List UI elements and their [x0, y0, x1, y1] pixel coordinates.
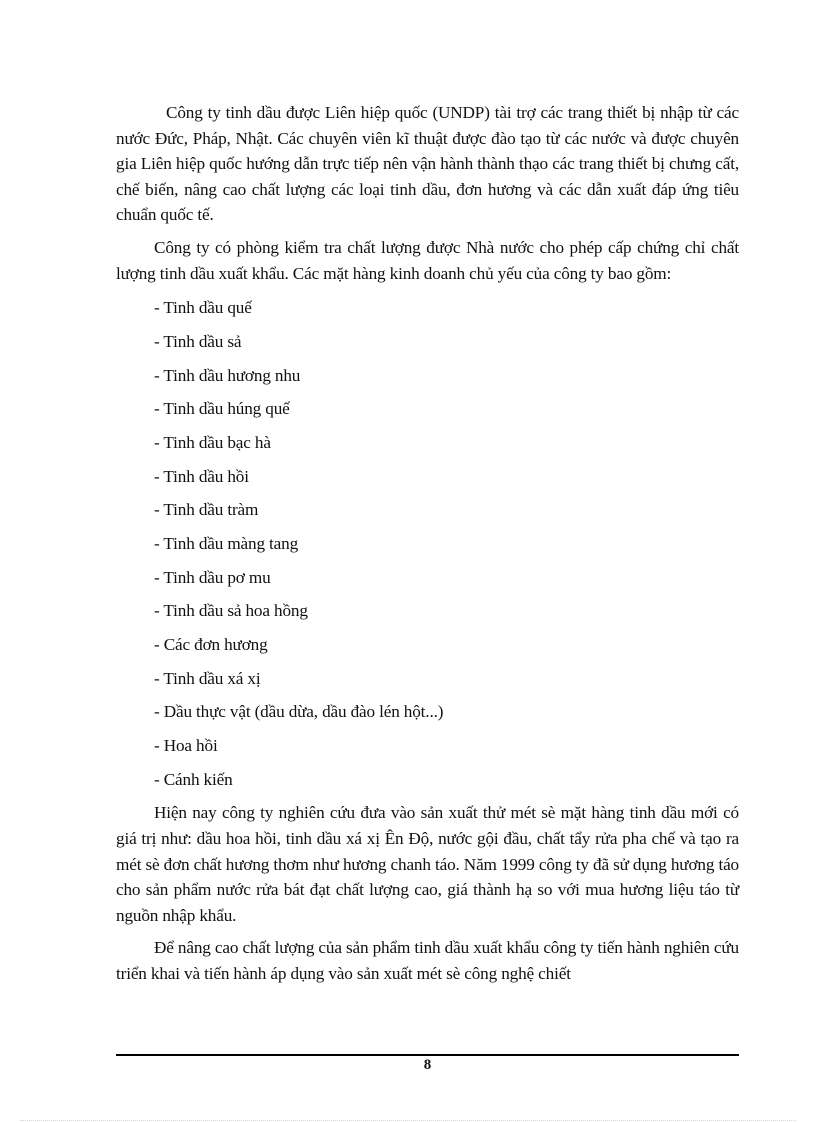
list-item: - Dầu thực vật (dầu dừa, dầu đào lén hột...) — [154, 702, 444, 722]
list-item: - Tinh dầu màng tang — [154, 533, 299, 553]
list-item: - Tinh dầu xá xị — [154, 668, 261, 688]
product-list — [116, 293, 739, 798]
paragraph-quality-lab: Công ty có phòng kiểm tra chất lượng được Nhà nước cho phép cấp chứng chỉ chất lượng tinh dầu xuất khẩu. Các mặt hàng kinh doanh chủ yếu của công ty bao gồm: — [116, 237, 739, 283]
list-item: - Các đơn hương — [154, 635, 268, 655]
paragraph-undp-equipment: Công ty tinh dầu được Liên hiệp quốc (UNDP) tài trợ các trang thiết bị nhập từ các nước Đức, Pháp, Nhật. Các chuyên viên kĩ thuật được đào tạo từ các nước và được chuyên gia Liên hiệp quốc hướng dẫn trực tiếp nên vận hành thành thạo các trang thiết bị chưng cất, chế biến, nâng cao chất lượng các loại tinh dầu, đơn hương và các dẫn xuất đáp ứng tiêu chuẩn quốc tế. — [116, 103, 739, 225]
list-item: - Tinh dầu tràm — [154, 500, 259, 520]
page-number: 8 — [423, 1057, 432, 1073]
list-item: - Tinh dầu sả hoa hồng — [154, 601, 308, 621]
list-item: - Tinh dầu bạc hà — [154, 432, 271, 452]
list-item: - Tinh dầu quế — [154, 298, 252, 318]
list-item: - Cánh kiến — [154, 769, 233, 789]
list-item: - Tinh dầu pơ mu — [154, 567, 271, 587]
list-item: - Hoa hồi — [154, 736, 218, 756]
document-page — [116, 100, 739, 994]
paragraph-quality-improvement: Để nâng cao chất lượng của sản phẩm tinh dầu xuất khẩu công ty tiến hành nghiên cứu triển khai và tiến hành áp dụng vào sản xuất mét sè công nghệ chiết — [116, 938, 739, 984]
page-bottom-edge — [20, 1120, 796, 1121]
list-item: - Tinh dầu hồi — [154, 466, 249, 486]
list-item: - Tinh dầu hương nhu — [154, 365, 301, 385]
list-item: - Tinh dầu húng quế — [154, 399, 290, 419]
list-item: - Tinh dầu sả — [154, 331, 242, 351]
footer-divider — [116, 1054, 739, 1056]
paragraph-new-products: Hiện nay công ty nghiên cứu đưa vào sản xuất thử mét sè mặt hàng tinh dầu mới có giá trị như: dầu hoa hồi, tinh dầu xá xị Ên Độ, nước gội đầu, chất tẩy rửa pha chế và tạo ra mét sè đơn chất hương thơm như hương chanh táo. Năm 1999 công ty đã sử dụng hương táo cho sản phẩm nước rửa bát đạt chất lượng cao, giá thành hạ so với mua hương liệu táo từ nguồn nhập khẩu. — [116, 803, 739, 925]
